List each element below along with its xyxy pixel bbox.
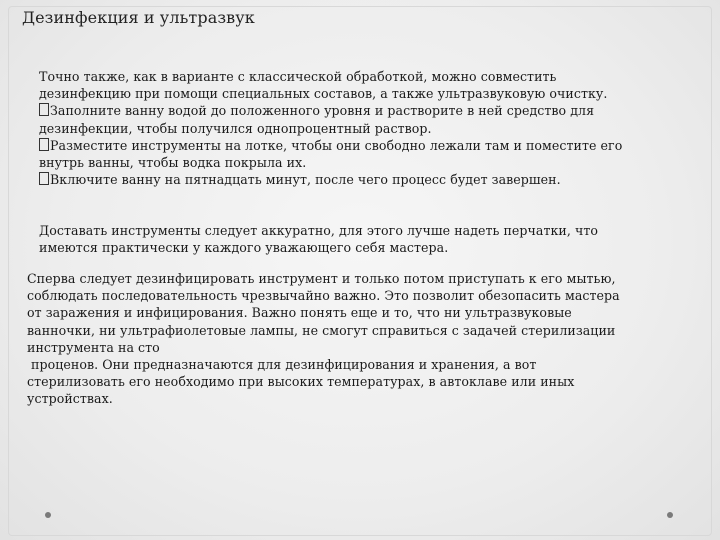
- bullet-box-icon: [39, 103, 49, 116]
- text-line: проценов. Они предназначаются для дезинфицирования и хранения, а вот: [27, 357, 537, 373]
- text-block-sterilization: [27, 270, 697, 408]
- text-line: имеются практически у каждого уважающего себя мастера.: [39, 240, 449, 256]
- text-line: стерилизовать его необходимо при высоких температурах, в автоклаве или иных: [27, 374, 575, 390]
- text-line: устройствах.: [27, 391, 113, 407]
- text-line: дезинфекции, чтобы получился однопроцентный раствор.: [39, 120, 432, 136]
- text-line: Доставать инструменты следует аккуратно, для этого лучше надеть перчатки, что: [39, 223, 598, 238]
- text-line: Разместите инструменты на лотке, чтобы они свободно лежали там и поместите его: [39, 137, 699, 154]
- text-line: Включите ванну на пятнадцать минут, после чего процесс будет завершен.: [39, 171, 699, 188]
- decorative-dot-icon: [45, 512, 51, 518]
- text-line: Сперва следует дезинфицировать инструмент и только потом приступать к его мытью,: [27, 271, 616, 286]
- bullet-box-icon: [39, 172, 49, 185]
- text-line: инструмента на сто: [27, 339, 160, 355]
- text-line: внутрь ванны, чтобы водка покрыла их.: [39, 155, 307, 171]
- text-block-removal: [39, 222, 699, 256]
- text-line: дезинфекцию при помощи специальных составов, а также ультразвуковую очистку.: [39, 86, 608, 102]
- text-line: Точно также, как в варианте с классической обработкой, можно совместить: [39, 69, 557, 84]
- text-line: соблюдать последовательность чрезвычайно важно. Это позволит обезопасить мастера: [27, 288, 620, 304]
- text-line: ванночки, ни ультрафиолетовые лампы, не смогут справиться с задачей стерилизации: [27, 322, 616, 338]
- slide-title: Дезинфекция и ультразвук: [22, 8, 255, 27]
- text-line: от заражения и инфицирования. Важно понять еще и то, что ни ультразвуковые: [27, 305, 572, 321]
- bullet-box-icon: [39, 138, 49, 151]
- decorative-dot-icon: [667, 512, 673, 518]
- text-line: Заполните ванну водой до положенного уровня и растворите в ней средство для: [39, 102, 699, 119]
- text-block-procedure: [39, 68, 699, 188]
